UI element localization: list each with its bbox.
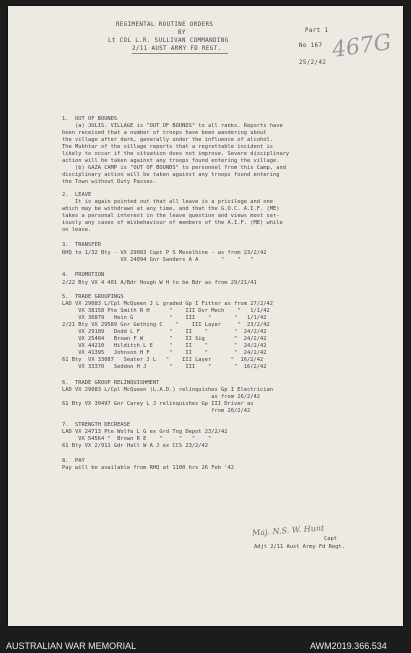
order-line: 1. OUT OF BOUNDS (62, 116, 118, 122)
order-line: iously any cases of misbehaviour of members of the A.I.F. (ME) while (62, 220, 283, 226)
handwritten-signature: Maj. N.S. W. Hunt (251, 523, 325, 538)
document-page (8, 6, 403, 626)
order-line: VX 41395 Johnson H F " II " " 24/2/42 (62, 350, 267, 356)
order-line: 61 Bty VX 30497 Gnr Carey L J relinquishes Gp III Driver as (62, 401, 254, 407)
order-line: 6. TRADE GROUP RELINQUISHMENT (62, 380, 160, 386)
order-line: VX 44210 Hilditch L E " II " " 24/2/42 (62, 343, 267, 349)
order-line: (a) JULIS. VILLAGE is "OUT OF BOUNDS" to all ranks. Reports have (62, 123, 283, 129)
signature-title: Adjt 2/11 Aust Army Fd Regt. (254, 544, 345, 550)
footer-institution: AUSTRALIAN WAR MEMORIAL (6, 641, 137, 651)
order-line: LAD VX 29083 L/Cpl McQueen J L graded Gp I Fitter as from 27/2/42 (62, 301, 273, 307)
unit-underline (132, 53, 228, 54)
order-line: 61 Bty VX 2/911 Gdr Hall W A J ex CCS 23/2/42 (62, 443, 209, 449)
order-line: as from 26/2/42 (62, 394, 260, 400)
order-line: 61 Bty VX 33087 Seater J L " III Layer " 16/2/42 (62, 357, 264, 363)
order-line: on leave. (62, 227, 92, 233)
order-line: 7. STRENGTH DECREASE (62, 422, 131, 428)
title-by: BY (178, 30, 186, 36)
order-line: LAD VX 29083 L/Cpl McQueen (L.A.D.) relinquishes Gp I Electrician (62, 387, 273, 393)
order-line: 2. LEAVE (62, 192, 92, 198)
order-line: LAD VX 24713 Pte Wolfe L G ex Grd Tng Depot 23/2/42 (62, 429, 228, 435)
order-line: action will be taken against any troops found entering the village. (62, 158, 280, 164)
order-line: (b) GAZA CAMP is "OUT OF BOUNDS" to personnel from this Camp, and (62, 165, 286, 171)
part-label: Part 1 (305, 28, 329, 34)
order-line: Pay will be available from RHQ at 1100 hrs 26 Feb '42 (62, 465, 235, 471)
order-line: 2/22 Bty VX 4 401 A/Bdr Hough W H to be Bdr as from 29/21/41 (62, 280, 257, 286)
footer-accession: AWM2019.366.534 (310, 641, 387, 651)
order-line: VX 36879 Hein G " III " " 1/1/42 (62, 315, 267, 321)
order-line: RHQ to 1/32 Bty - VX 29083 Capt P S Meselhine - as from 23/2/42 (62, 250, 267, 256)
order-line: 8. PAY (62, 458, 85, 464)
signature-rank: Capt (324, 536, 337, 542)
order-line: It is again pointed out that all leave is a privilege and one (62, 199, 273, 205)
order-line: VX 24094 Gnr Sanders A A " " " (62, 257, 254, 263)
order-line: The Mukhtar of the village reports that a regrettable incident is (62, 144, 273, 150)
order-line: 2/21 Bty VX 29589 Gnr Gething C " III Layer " 23/2/42 (62, 322, 270, 328)
order-line: VX 38158 Pte Smith R H " III Dvr Mech " 1/1/42 (62, 308, 270, 314)
order-line: takes a personal interest in the leave question and views most ser- (62, 213, 280, 219)
order-line: 5. TRADE GROUPINGS (62, 294, 124, 300)
handwritten-reference: 467G (330, 29, 394, 64)
order-line: the Town without Duty Passes. (62, 179, 157, 185)
order-line: 3. TRANSFER (62, 242, 101, 248)
order-date: 25/2/42 (299, 60, 327, 66)
order-line: which may be withdrawn at any time, and that the G.O.C. A.I.F. (ME) (62, 206, 280, 212)
order-line: 4. PROMOTION (62, 272, 105, 278)
order-line: likely to occur if the situation does not improve. Severe disciplinary (62, 151, 290, 157)
unit-line: 2/11 AUST ARMY FD REGT. (132, 46, 222, 52)
order-line: been received that a number of troops have been wandering about (62, 130, 267, 136)
order-line: VX 33370 Seddon H J " III " " 16/2/42 (62, 364, 267, 370)
order-line: VX 29189 Dodd L F " II " " 24/2/42 (62, 329, 267, 335)
order-number: No 167 (299, 43, 323, 49)
commander-line: Lt COL L.R. SULLIVAN COMMANDING (108, 38, 229, 44)
order-line: disciplinary action will be taken against any troops found entering (62, 172, 280, 178)
order-line: the village after dark, generally under the influence of alcohol. (62, 137, 273, 143)
order-line: from 26/2/42 (62, 408, 251, 414)
order-line: VX 54564 " Brown R E " " " " (62, 436, 212, 442)
order-line: VX 25484 Brown F W " II Sig " 24/2/42 (62, 336, 267, 342)
document-title: REGIMENTAL ROUTINE ORDERS (116, 22, 214, 28)
